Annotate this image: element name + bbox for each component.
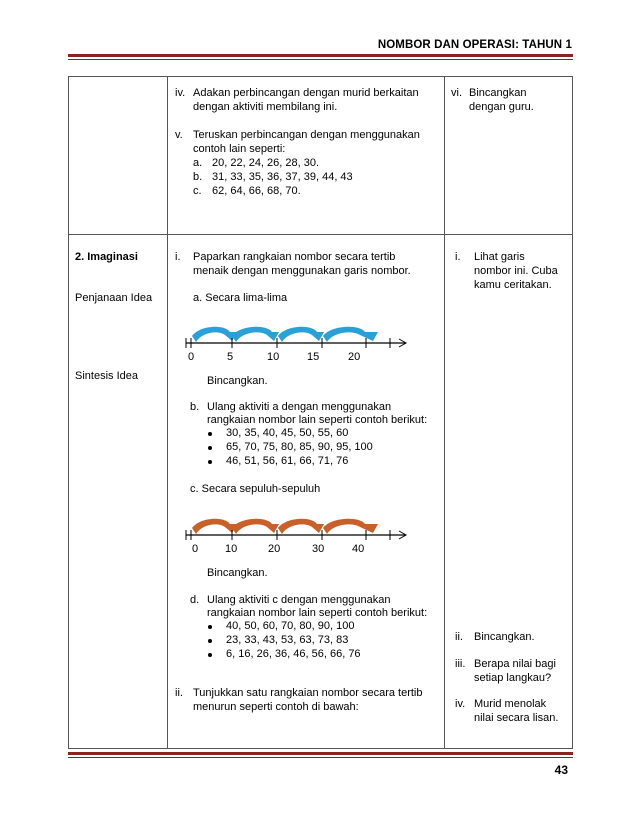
item-v-c-num: c. [193, 185, 202, 197]
bullet [208, 625, 212, 629]
tick-label-0: 0 [192, 543, 199, 555]
right-item-iii-line1: Berapa nilai bagi [474, 658, 556, 670]
bincangkan-2: Bincangkan. [207, 567, 268, 579]
hop-arrow-4 [323, 327, 378, 342]
right-item-i-line3: kamu ceritakan. [474, 279, 552, 291]
tick-label-40: 40 [352, 543, 365, 555]
table-border-right [572, 76, 573, 749]
item-i-line2: menaik dengan menggunakan garis nombor. [193, 265, 411, 277]
tick-label-30: 30 [312, 543, 325, 555]
item-ii-num: ii. [175, 687, 183, 699]
item-iv-num: iv. [175, 87, 186, 99]
table-col-divider-1 [167, 76, 168, 749]
item-d-bullet-1: 40, 50, 60, 70, 80, 90, 100 [226, 620, 355, 632]
item-d-num: d. [190, 594, 200, 606]
table-col-divider-2 [444, 76, 445, 749]
right-item-iii-num: iii. [455, 658, 466, 670]
right-item-i-line1: Lihat garis [474, 251, 525, 263]
section-title-imaginasi: 2. Imaginasi [75, 251, 138, 263]
table-border-left [68, 76, 69, 749]
hop-arrow-2 [232, 519, 279, 534]
page-header-title: NOMBOR DAN OPERASI: TAHUN 1 [377, 39, 572, 51]
item-v-a: 20, 22, 24, 26, 28, 30. [212, 157, 320, 169]
bullet [208, 460, 212, 464]
right-item-iv-num: iv. [455, 698, 466, 710]
item-b-num: b. [190, 401, 200, 413]
hop-arrow-1 [192, 519, 237, 534]
item-v-a-num: a. [193, 157, 203, 169]
item-v-num: v. [175, 129, 183, 141]
bullet [208, 639, 212, 643]
section-sub-sintesis-idea: Sintesis Idea [75, 370, 138, 382]
tick-label-15: 15 [307, 351, 320, 363]
item-iv-line1: Adakan perbincangan dengan murid berkaitan [193, 87, 419, 99]
item-b-line1: Ulang aktiviti a dengan menggunakan [207, 401, 392, 413]
item-v-b: 31, 33, 35, 36, 37, 39, 44, 43 [212, 171, 353, 183]
right-item-iii-line2: setiap langkau? [474, 672, 552, 684]
header-rule-thin [68, 59, 573, 60]
right-item-i-num: i. [455, 251, 461, 263]
item-d-line1: Ulang aktiviti c dengan menggunakan [207, 594, 391, 606]
item-ii-line1: Tunjukkan satu rangkaian nombor secara tertib [193, 687, 423, 699]
item-b-bullet-3: 46, 51, 56, 61, 66, 71, 76 [226, 455, 349, 467]
item-i-num: i. [175, 251, 181, 263]
section-sub-penjanaan-idea: Penjanaan Idea [75, 292, 153, 304]
item-ii-line2: menurun seperti contoh di bawah: [193, 701, 359, 713]
item-iv-line2: dengan aktiviti membilang ini. [193, 101, 338, 113]
item-b-bullet-2: 65, 70, 75, 80, 85, 90, 95, 100 [226, 441, 373, 453]
table-border-bottom [68, 748, 573, 749]
footer-rule [68, 752, 573, 755]
tick-label-10: 10 [267, 351, 280, 363]
footer-rule-thin [68, 757, 573, 758]
bullet [208, 446, 212, 450]
right-item-i-line2: nombor ini. Cuba [474, 265, 558, 277]
hop-arrow-4 [323, 519, 378, 534]
item-d-bullet-2: 23, 33, 43, 53, 63, 73, 83 [226, 634, 349, 646]
item-vi-line1: Bincangkan [469, 87, 527, 99]
hop-arrow-1 [192, 327, 237, 342]
item-b-line2: rangkaian nombor lain seperti contoh berikut: [207, 414, 428, 426]
item-a-label: a. Secara lima-lima [193, 292, 288, 304]
number-line-fives [180, 318, 410, 366]
right-item-iv-line1: Murid menolak [474, 698, 547, 710]
item-vi-line2: dengan guru. [469, 101, 534, 113]
item-v-line1: Teruskan perbincangan dengan menggunakan [193, 129, 420, 141]
right-item-ii-num: ii. [455, 631, 463, 643]
item-v-c: 62, 64, 66, 68, 70. [212, 185, 301, 197]
item-d-bullet-3: 6, 16, 26, 36, 46, 56, 66, 76 [226, 648, 361, 660]
item-v-line2: contoh lain seperti: [193, 143, 286, 155]
bincangkan-1: Bincangkan. [207, 375, 268, 387]
tick-label-10: 10 [225, 543, 238, 555]
right-item-iv-line2: nilai secara lisan. [474, 712, 559, 724]
hop-arrow-2 [232, 327, 279, 342]
number-line-tens [180, 510, 410, 558]
bullet [208, 653, 212, 657]
item-c-label: c. Secara sepuluh-sepuluh [190, 483, 321, 495]
tick-label-0: 0 [188, 351, 195, 363]
right-item-ii: Bincangkan. [474, 631, 535, 643]
table-row-divider [68, 234, 573, 235]
hop-arrow-3 [278, 327, 324, 342]
hop-arrow-3 [278, 519, 324, 534]
tick-label-20: 20 [348, 351, 361, 363]
bullet [208, 432, 212, 436]
item-d-line2: rangkaian nombor lain seperti contoh berikut: [207, 607, 428, 619]
item-b-bullet-1: 30, 35, 40, 45, 50, 55, 60 [226, 427, 349, 439]
item-v-b-num: b. [193, 171, 203, 183]
table-border-top [68, 76, 573, 77]
item-vi-num: vi. [451, 87, 462, 99]
page-number: 43 [554, 763, 568, 777]
tick-label-20: 20 [268, 543, 281, 555]
item-i-line1: Paparkan rangkaian nombor secara tertib [193, 251, 396, 263]
tick-label-5: 5 [227, 351, 234, 363]
header-rule [68, 54, 573, 57]
